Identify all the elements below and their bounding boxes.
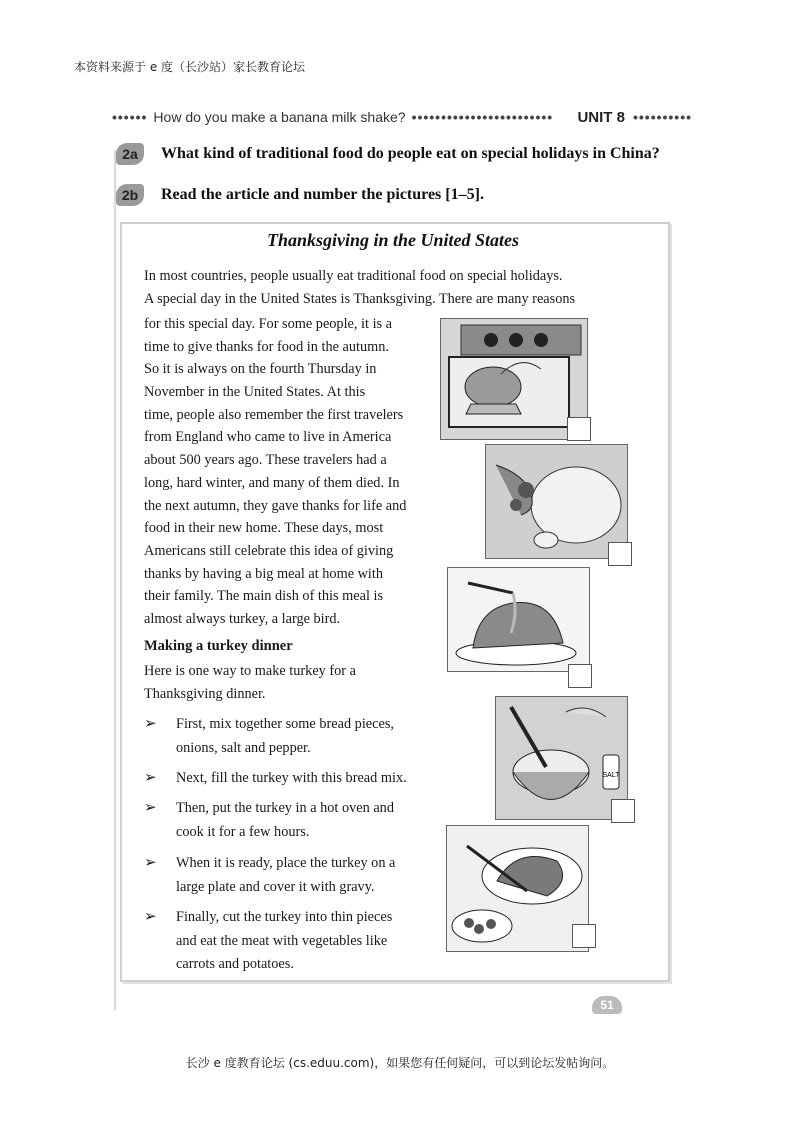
gravy-turkey-illustration bbox=[447, 567, 590, 672]
text-line: A special day in the United States is Thanksgiving. There are many reasons bbox=[144, 291, 576, 307]
mixing-bowl-illustration bbox=[495, 696, 628, 820]
arrow-icon: ➢ bbox=[144, 770, 157, 786]
step-item bbox=[144, 906, 434, 977]
step-text: carrots and potatoes. bbox=[176, 956, 294, 972]
text-line: almost always turkey, a large bird. bbox=[144, 610, 341, 627]
running-header bbox=[112, 106, 692, 128]
text-line: In most countries, people usually eat traditional food on special holidays. bbox=[144, 268, 563, 284]
step-item bbox=[144, 713, 434, 760]
text-line: from England who came to live in America bbox=[144, 429, 392, 446]
text-line: Here is one way to make turkey for a bbox=[144, 663, 356, 679]
text-line: food in their new home. These days, most bbox=[144, 520, 384, 537]
article-paragraph-column bbox=[144, 313, 434, 631]
step-text: onions, salt and pepper. bbox=[176, 739, 311, 756]
step-text: Finally, cut the turkey into thin pieces bbox=[176, 909, 393, 925]
step-text: When it is ready, place the turkey on a bbox=[176, 855, 396, 871]
text-line: November in the United States. At this bbox=[144, 384, 366, 401]
oven-turkey-illustration bbox=[440, 318, 588, 440]
text-line: time to give thanks for food in the autumn. bbox=[144, 338, 389, 355]
step-text: Next, fill the turkey with this bread mix. bbox=[176, 770, 407, 786]
text-line: about 500 years ago. These travelers had a bbox=[144, 452, 387, 469]
header-title: How do you make a banana milk shake? bbox=[153, 109, 406, 125]
arrow-icon: ➢ bbox=[144, 716, 157, 732]
subheading: Making a turkey dinner bbox=[144, 638, 293, 654]
source-note: 本资料来源于 e 度（长沙站）家长教育论坛 bbox=[74, 60, 306, 74]
answer-box[interactable] bbox=[567, 417, 591, 441]
article-paragraph-full bbox=[144, 265, 575, 311]
header-dots-left: •••••• bbox=[112, 109, 148, 125]
text-line: for this special day. For some people, it is a bbox=[144, 316, 393, 332]
arrow-icon: ➢ bbox=[144, 855, 157, 871]
step-text: cook it for a few hours. bbox=[176, 823, 310, 840]
arrow-icon: ➢ bbox=[144, 909, 157, 925]
step-item bbox=[144, 797, 434, 844]
step-text: large plate and cover it with gravy. bbox=[176, 878, 375, 895]
answer-box[interactable] bbox=[608, 542, 632, 566]
header-dots-mid: •••••••••••••••••••••••• bbox=[411, 109, 554, 125]
answer-box[interactable] bbox=[572, 924, 596, 948]
step-text: Then, put the turkey in a hot oven and bbox=[176, 800, 394, 816]
text-line: So it is always on the fourth Thursday in bbox=[144, 361, 377, 378]
header-dots-right: •••••••••• bbox=[632, 109, 692, 125]
article-title: Thanksgiving in the United States bbox=[266, 230, 520, 250]
step-item bbox=[144, 852, 434, 899]
text-line: their family. The main dish of this meal is bbox=[144, 588, 384, 605]
arrow-icon: ➢ bbox=[144, 800, 157, 816]
text-line: Thanksgiving dinner. bbox=[144, 686, 266, 702]
page-number: 51 bbox=[592, 996, 622, 1014]
margin-rule bbox=[114, 150, 116, 1010]
step-text: and eat the meat with vegetables like bbox=[176, 932, 388, 949]
answer-box[interactable] bbox=[568, 664, 592, 688]
text-line: time, people also remember the first travelers bbox=[144, 406, 404, 423]
unit-label: UNIT 8 bbox=[577, 108, 625, 126]
text-line: Americans still celebrate this idea of giving bbox=[144, 542, 394, 559]
stuffing-turkey-illustration bbox=[485, 444, 628, 559]
text-line: thanks by having a big meal at home with bbox=[144, 565, 384, 582]
step-item bbox=[144, 767, 434, 791]
footer-note: 长沙 e 度教育论坛 (cs.eduu.com)，如果您有任何疑问，可以到论坛发帖询问。 bbox=[185, 1056, 615, 1070]
answer-box[interactable] bbox=[611, 799, 635, 823]
task-question: What kind of traditional food do people eat on special holidays in China? bbox=[161, 145, 660, 162]
text-line: the next autumn, they gave thanks for life and bbox=[144, 497, 407, 514]
task-question: Read the article and number the pictures [1–5]. bbox=[161, 186, 484, 203]
task-2a bbox=[116, 143, 660, 165]
intro-paragraph bbox=[144, 660, 356, 706]
salt-label: SALT bbox=[602, 772, 620, 779]
text-line: long, hard winter, and many of them died. In bbox=[144, 474, 400, 491]
task-badge: 2b bbox=[116, 184, 144, 206]
task-2b bbox=[116, 184, 484, 206]
carving-turkey-illustration bbox=[446, 825, 589, 952]
task-badge: 2a bbox=[116, 143, 144, 165]
step-text: First, mix together some bread pieces, bbox=[176, 716, 394, 732]
